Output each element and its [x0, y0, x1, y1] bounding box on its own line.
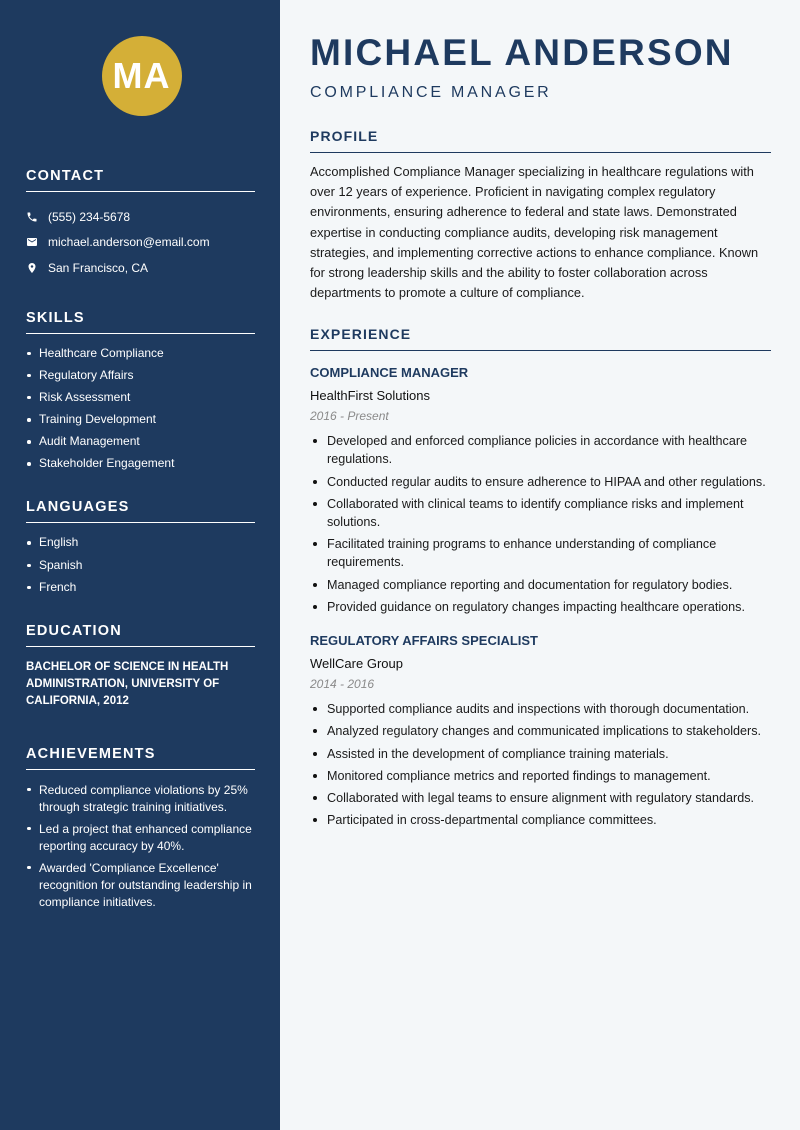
list-item: Healthcare Compliance [26, 346, 255, 361]
list-item: Stakeholder Engagement [26, 456, 255, 471]
list-item: Conducted regular audits to ensure adherence to HIPAA and other regulations. [310, 473, 771, 491]
main-content [280, 0, 800, 1130]
company-name: HealthFirst Solutions [310, 388, 430, 404]
phone-icon [26, 211, 38, 223]
languages-list [26, 535, 255, 594]
achievements-section [26, 746, 255, 911]
list-item: Risk Assessment [26, 390, 255, 405]
job-title: COMPLIANCE MANAGER [310, 365, 469, 381]
list-item: Supported compliance audits and inspections with thorough documentation. [310, 700, 771, 718]
list-item: Regulatory Affairs [26, 368, 255, 383]
contact-section [26, 168, 255, 281]
job-entry [310, 365, 771, 615]
job-title: REGULATORY AFFAIRS SPECIALIST [310, 632, 539, 648]
job-entry [310, 633, 771, 829]
list-item: Provided guidance on regulatory changes impacting healthcare operations. [310, 598, 771, 616]
list-item: Led a project that enhanced compliance reporting accuracy by 40%. [26, 821, 255, 855]
list-item: Collaborated with legal teams to ensure alignment with regulatory standards. [310, 789, 771, 807]
list-item: Training Development [26, 412, 255, 427]
location-pin-icon [26, 262, 38, 274]
skills-section [26, 310, 255, 472]
list-item: Developed and enforced compliance policies in accordance with healthcare regulations. [310, 432, 771, 468]
duties-list [310, 700, 771, 829]
profile-section [310, 128, 771, 303]
profile-heading: PROFILE [310, 128, 771, 153]
list-item: Monitored compliance metrics and reported findings to management. [310, 767, 771, 785]
skills-heading: SKILLS [26, 310, 255, 334]
experience-section [310, 326, 771, 829]
phone-text: (555) 234-5678 [48, 209, 131, 224]
candidate-name: MICHAEL ANDERSON [310, 32, 734, 73]
contact-email [26, 230, 255, 256]
avatar: MA [102, 36, 182, 116]
job-dates: 2016 - Present [310, 409, 389, 424]
email-text: michael.anderson@email.com [48, 235, 210, 250]
sidebar [0, 0, 280, 1130]
contact-phone [26, 204, 255, 230]
experience-heading: EXPERIENCE [310, 326, 771, 351]
list-item: Managed compliance reporting and documentation for regulatory bodies. [310, 576, 771, 594]
skills-list [26, 346, 255, 472]
languages-section [26, 499, 255, 594]
list-item: English [26, 535, 255, 550]
languages-heading: LANGUAGES [26, 499, 255, 523]
achievements-heading: ACHIEVEMENTS [26, 746, 255, 770]
company-name: WellCare Group [310, 655, 403, 671]
list-item: Facilitated training programs to enhance understanding of compliance requirements. [310, 535, 771, 571]
list-item: French [26, 580, 255, 595]
job-title-header: COMPLIANCE MANAGER [310, 84, 552, 101]
list-item: Assisted in the development of compliance training materials. [310, 745, 771, 763]
duties-list [310, 432, 771, 615]
list-item: Participated in cross-departmental compliance committees. [310, 811, 771, 829]
list-item: Audit Management [26, 434, 255, 449]
list-item: Collaborated with clinical teams to identify compliance risks and implement solutions. [310, 495, 771, 531]
job-dates: 2014 - 2016 [310, 676, 375, 691]
degree-text: BACHELOR OF SCIENCE IN HEALTH ADMINISTRATION, UNIVERSITY OF CALIFORNIA, 2012 [26, 660, 229, 707]
list-item: Spanish [26, 558, 255, 573]
location-text: San Francisco, CA [48, 260, 149, 275]
education-heading: EDUCATION [26, 623, 255, 647]
profile-text: Accomplished Compliance Manager specializing in healthcare regulations with over 12 years of experience. Proficient in navigating complex regulatory environments, ensuring adherence to federal and state laws. Demonstrated expertise in conducting compliance audits, developing risk management strategies, and implementing corrective actions to enhance compliance. Known for strong leadership skills and the ability to foster collaboration across departments to promote a culture of compliance. [310, 164, 759, 301]
education-section [26, 623, 255, 710]
list-item: Awarded 'Compliance Excellence' recognition for outstanding leadership in compliance initiatives. [26, 860, 255, 911]
achievements-list [26, 782, 255, 911]
list-item: Reduced compliance violations by 25% through strategic training initiatives. [26, 782, 255, 816]
contact-heading: CONTACT [26, 168, 255, 192]
contact-location [26, 255, 255, 281]
list-item: Analyzed regulatory changes and communicated implications to stakeholders. [310, 722, 771, 740]
email-icon [26, 236, 38, 248]
